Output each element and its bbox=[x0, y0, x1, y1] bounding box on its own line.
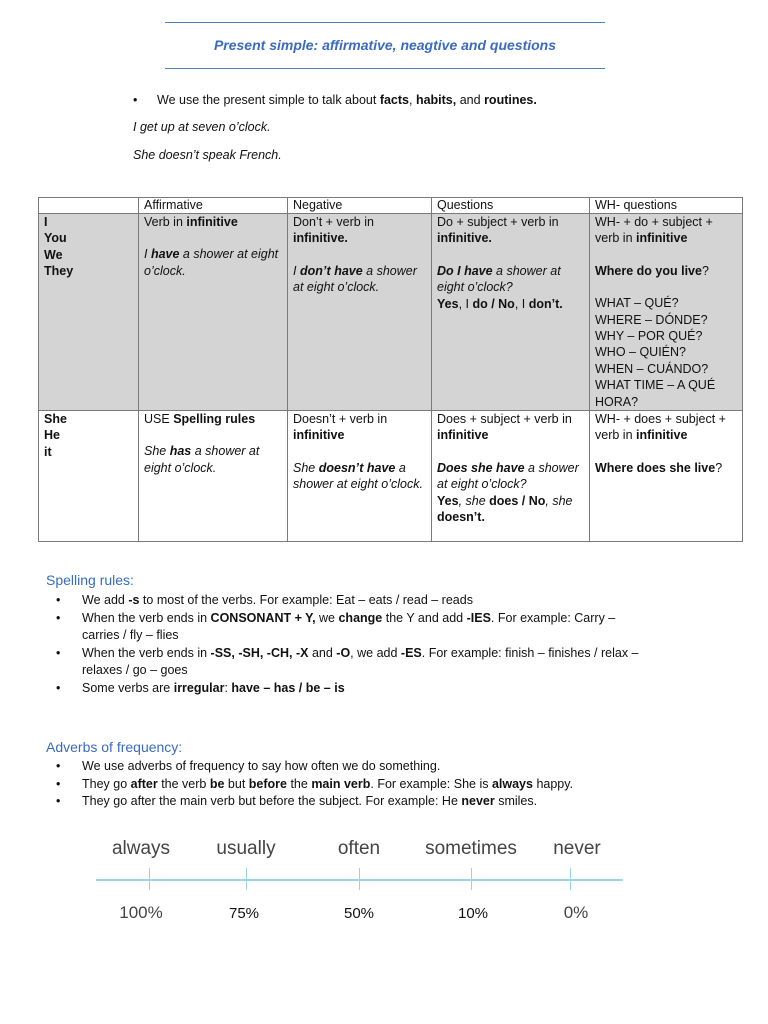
wh-word: WHO – QUIÉN? bbox=[595, 345, 686, 360]
scale-tick bbox=[471, 868, 472, 890]
header-cell: WH- questions bbox=[590, 198, 743, 214]
list-item: • We add -s to most of the verbs. For example: Eat – eats / read – reads bbox=[56, 593, 473, 607]
negative-cell: Don’t + verb in infinitive. I don’t have a shower at eight o’clock. bbox=[288, 214, 432, 411]
affirmative-cell: USE Spelling rules She has a shower at eight o’clock. bbox=[139, 411, 288, 542]
wh-word: WHEN – CUÁNDO? bbox=[595, 361, 709, 376]
grammar-table bbox=[38, 197, 743, 542]
header-cell bbox=[39, 198, 139, 214]
page-title: Present simple: affirmative, neagtive and questions bbox=[213, 37, 557, 53]
example-sentence: She doesn’t speak French. bbox=[133, 148, 282, 162]
adverbs-list bbox=[56, 758, 656, 811]
wh-word: WHAT – QUÉ? bbox=[595, 296, 679, 311]
wh-questions-cell: WH- + do + subject + verb in infinitive Where do you live? WHAT – QUÉ? WHERE – DÓNDE? WHY – POR QUÉ? WHO – QUIÉN? WHEN – CUÁNDO? WHAT TIME – A QUÉ HORA? bbox=[590, 214, 743, 411]
header-cell: Negative bbox=[288, 198, 432, 214]
scale-percent: 75% bbox=[228, 905, 260, 922]
negative-cell: Doesn’t + verb in infinitive She doesn’t have a shower at eight o’clock. bbox=[288, 411, 432, 542]
scale-percent: 100% bbox=[119, 903, 163, 922]
scale-tick bbox=[246, 868, 247, 890]
header-cell: Questions bbox=[432, 198, 590, 214]
table-row bbox=[39, 214, 743, 411]
list-item: • When the verb ends in -SS, -SH, -CH, -X and -O, we add -ES. For example: finish – finishes / relax – relaxes / go – goes bbox=[56, 645, 639, 677]
scale-tick bbox=[359, 868, 360, 890]
wh-word: WHERE – DÓNDE? bbox=[595, 312, 708, 327]
list-item: • Some verbs are irregular: have – has / be – is bbox=[56, 680, 345, 695]
title-rule-bottom bbox=[165, 68, 605, 69]
list-item: • When the verb ends in CONSONANT + Y, we change the Y and add -IES. For example: Carry – carries / fly – flies bbox=[56, 610, 616, 642]
frequency-scale bbox=[96, 830, 636, 930]
scale-word: usually bbox=[216, 838, 276, 859]
spelling-rules-list bbox=[56, 592, 656, 697]
list-item: • They go after the main verb but before the subject. For example: He never smiles. bbox=[56, 794, 538, 808]
wh-word: WHAT TIME – A QUÉ HORA? bbox=[595, 378, 716, 409]
spelling-rules-heading: Spelling rules: bbox=[46, 572, 134, 588]
scale-percent: 0% bbox=[563, 903, 589, 922]
scale-tick bbox=[570, 868, 571, 890]
scale-word: never bbox=[553, 838, 601, 859]
list-item: • We use adverbs of frequency to say how often we do something. bbox=[56, 759, 441, 773]
scale-tick bbox=[149, 868, 150, 890]
adverbs-heading: Adverbs of frequency: bbox=[46, 739, 183, 755]
questions-cell: Does + subject + verb in infinitive Does she have a shower at eight o’clock? Yes, she does / No, she doesn’t. bbox=[432, 411, 590, 542]
table-row bbox=[39, 411, 743, 542]
scale-word: sometimes bbox=[425, 838, 517, 859]
subjects-cell: I You We They bbox=[39, 214, 139, 411]
intro-text: We use the present simple to talk about facts, habits, and routines. bbox=[157, 93, 537, 107]
scale-word: always bbox=[111, 838, 171, 859]
example-sentence: I get up at seven o’clock. bbox=[133, 120, 271, 134]
affirmative-cell: Verb in infinitive I have a shower at eight o’clock. bbox=[139, 214, 288, 411]
bullet-dot: • bbox=[133, 93, 138, 107]
title-rule-top bbox=[165, 22, 605, 23]
list-item: • They go after the verb be but before the main verb. For example: She is always happy. bbox=[56, 776, 574, 791]
questions-cell: Do + subject + verb in infinitive. Do I have a shower at eight o’clock? Yes, I do / No, I don’t. bbox=[432, 214, 590, 411]
header-cell: Affirmative bbox=[139, 198, 288, 214]
scale-word: often bbox=[337, 838, 381, 859]
scale-percent: 50% bbox=[343, 905, 375, 922]
wh-questions-cell: WH- + does + subject + verb in infinitive Where does she live? bbox=[590, 411, 743, 542]
table-header-row bbox=[39, 198, 743, 214]
wh-word: WHY – POR QUÉ? bbox=[595, 329, 703, 344]
subjects-cell: She He it bbox=[39, 411, 139, 542]
scale-percent: 10% bbox=[457, 905, 489, 922]
